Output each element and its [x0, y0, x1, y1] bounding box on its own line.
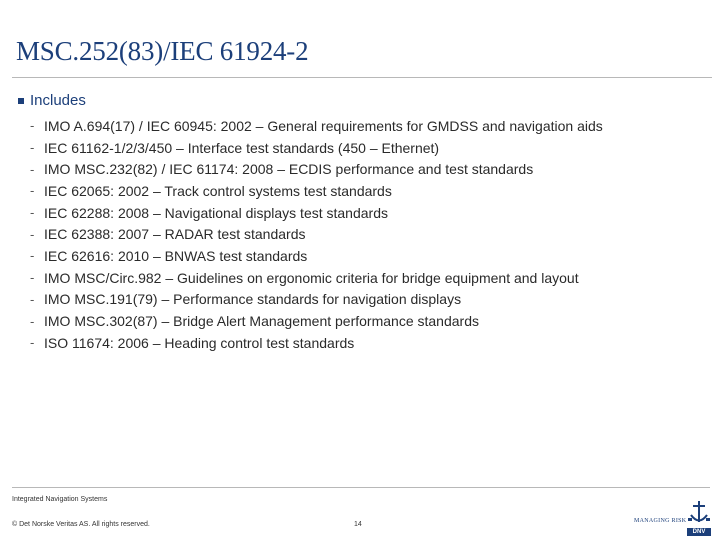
dash-bullet: -: [30, 140, 35, 156]
list-item: [30, 115, 603, 137]
footer-divider: [12, 487, 710, 488]
list-item-text: IMO A.694(17) / IEC 60945: 2002 – General requirements for GMDSS and navigation aids: [44, 117, 603, 134]
list-item: [30, 245, 603, 267]
list-item-text: IEC 62065: 2002 – Track control systems test standards: [44, 182, 392, 199]
section-heading: [18, 92, 86, 109]
list-item: [30, 180, 603, 202]
list-item: [30, 202, 603, 224]
footer-brand-text: MANAGING RISK: [634, 518, 687, 524]
list-item: [30, 310, 603, 332]
dash-bullet: -: [30, 335, 35, 351]
dash-bullet: -: [30, 270, 35, 286]
page-number: 14: [354, 521, 362, 528]
dash-bullet: -: [30, 118, 35, 134]
company-logo-icon: [687, 498, 711, 528]
dash-bullet: -: [30, 313, 35, 329]
list-item-text: IMO MSC.302(87) – Bridge Alert Management performance standards: [44, 313, 479, 330]
list-item: [30, 332, 603, 354]
dash-bullet: -: [30, 183, 35, 199]
list-item-text: IMO MSC.232(82) / IEC 61174: 2008 – ECDIS performance and test standards: [44, 161, 534, 178]
list-item: [30, 289, 603, 311]
dash-bullet: -: [30, 226, 35, 242]
slide-title: MSC.252(83)/IEC 61924-2: [16, 36, 309, 66]
list-item-text: IEC 62388: 2007 – RADAR test standards: [44, 226, 306, 243]
section-heading-label: Includes: [30, 92, 86, 109]
footer-copyright: © Det Norske Veritas AS. All rights reserved.: [12, 521, 150, 528]
footer-presentation-title: Integrated Navigation Systems: [12, 496, 108, 503]
list-item-text: IMO MSC/Circ.982 – Guidelines on ergonomic criteria for bridge equipment and layout: [44, 269, 579, 286]
list-item: [30, 223, 603, 245]
list-item: [30, 158, 603, 180]
list-item: [30, 267, 603, 289]
list-item-text: ISO 11674: 2006 – Heading control test standards: [44, 334, 355, 351]
dash-bullet: -: [30, 205, 35, 221]
logo-wordmark: DNV: [687, 528, 711, 536]
list-item: [30, 137, 603, 159]
list-item-text: IEC 61162-1/2/3/450 – Interface test standards (450 – Ethernet): [44, 139, 440, 156]
list-item-text: IEC 62288: 2008 – Navigational displays test standards: [44, 204, 388, 221]
standards-list: [30, 115, 603, 354]
list-item-text: IMO MSC.191(79) – Performance standards for navigation displays: [44, 291, 462, 308]
list-item-text: IEC 62616: 2010 – BNWAS test standards: [44, 247, 308, 264]
square-bullet-icon: [18, 98, 24, 104]
dash-bullet: -: [30, 161, 35, 177]
title-divider: [12, 77, 712, 78]
dash-bullet: -: [30, 291, 35, 307]
dash-bullet: -: [30, 248, 35, 264]
